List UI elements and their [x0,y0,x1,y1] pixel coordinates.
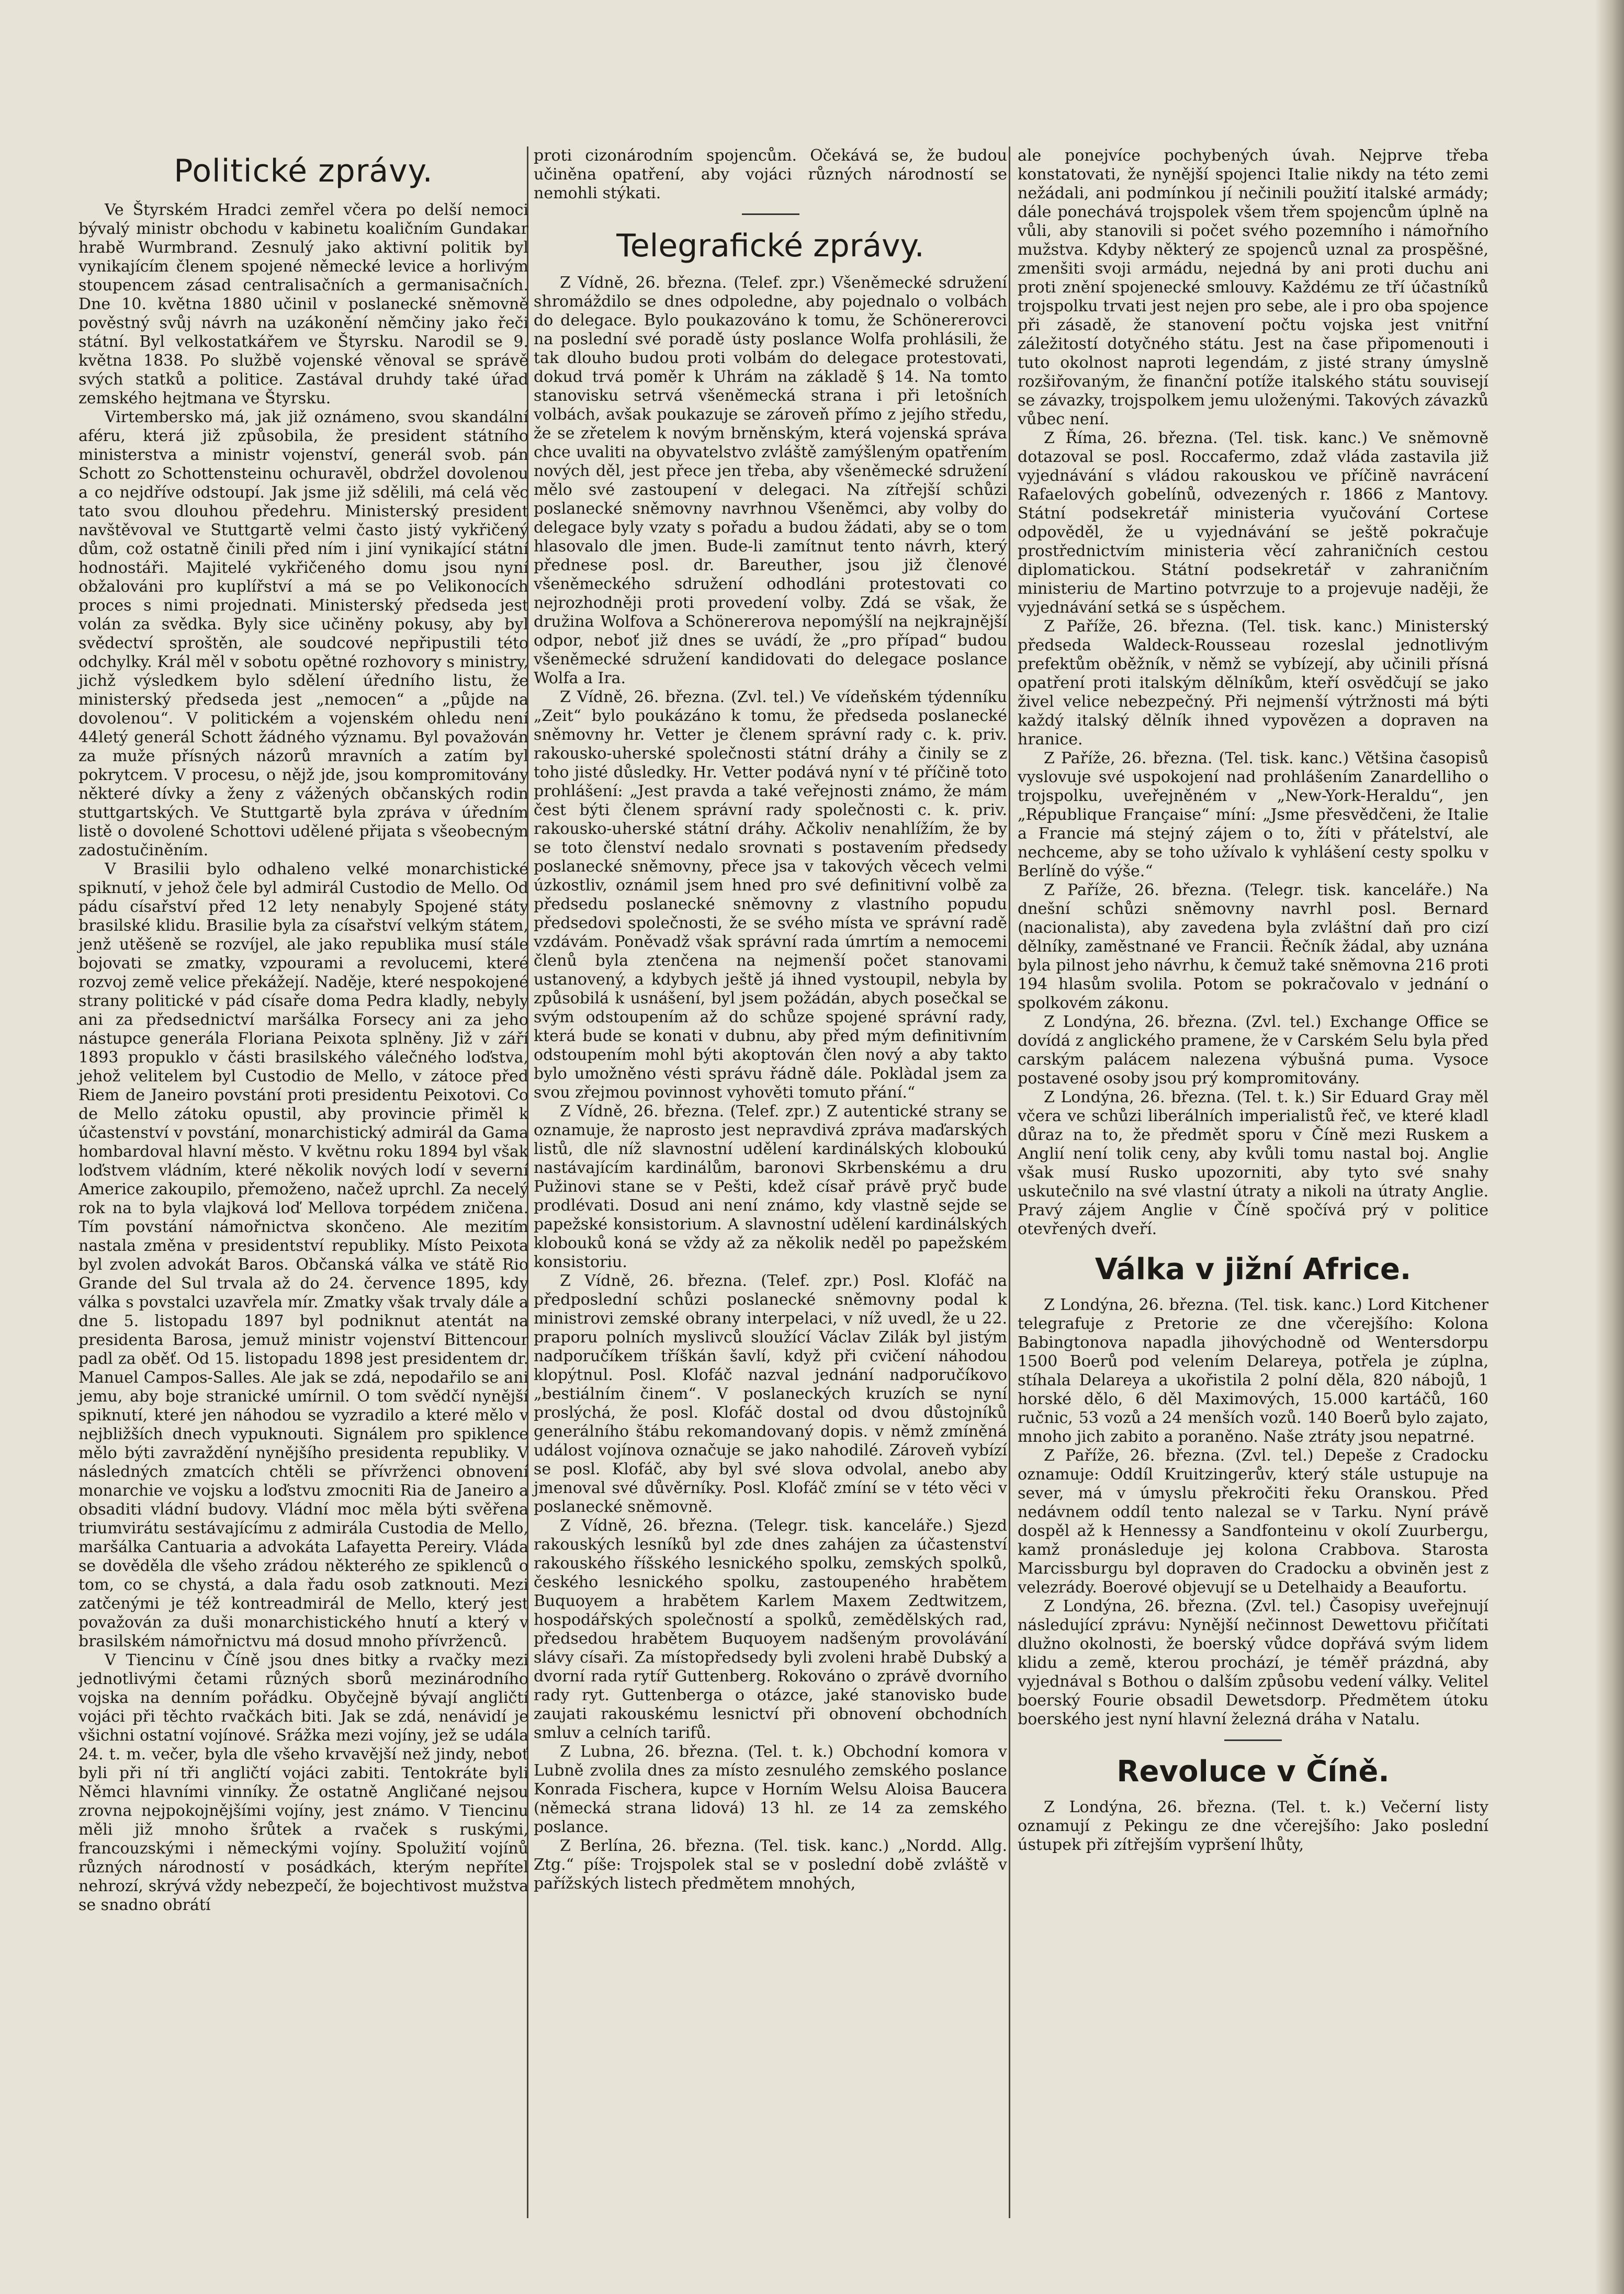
telegram-item: Z Vídně, 26. března. (Telegr. tisk. kanceláře.) Sjezd rakouských lesníků byl zde dnes zahájen za účastenství rakouského říšského lesnického spolku, zemských spolků, českého lesnického spolku, zastoupeného hrabětem Buquoyem a hrabětem Karlem Maxem Zedtwitzem, hospodářských společností a spolků, zemědělských rad, předsedou hrabětem Buquoyem nadšeným provolávání slávy císaři. Za místopředsedy byli zvoleni hrabě Dubský a dvorní rada rytíř Guttenberg. Rokováno o zprávě dvorního rady ryt. Guttenberga o otázce, jaké stanovisko bude zaujati rakouskému lesnictví při obnovení obchodních smluv a celních tarifů. [534,1517,1007,1742]
war-item: Z Londýna, 26. března. (Tel. tisk. kanc.) Lord Kitchener telegrafuje z Pretorie ze dne včerejšího: Kolona Babingtonova napadla jihovýchodně od Wentersdorpu 1500 Boerů pod velením Delareya, potřela je zúplna, stíhala Delareya a ukořistila 2 polní děla, 820 nábojů, 1 horské dělo, 6 děl Maximových, 15.000 kartáčů, 160 ručnic, 53 vozů a 24 menších vozů. 140 Boerů bylo zajato, mnoho jich zabito a poraněno. Naše ztráty jsou nepatrné. [1018,1296,1488,1446]
column-foreign-news [1018,146,1488,1855]
separator-line [742,213,799,215]
article-tientsin: V Tiencinu v Číně jsou dnes bitky a rvačky mezi jednotlivými četami různých sborů mezinárodního vojska na denním pořádku. Obyčejně bývají angličtí vojáci při těchto rvačkách biti. Jak se zdá, nenávidí je všichni ostatní vojínové. Srážka mezi vojíny, jež se udála 24. t. m. večer, byla dle všeho krvavější než jindy, neboť byli při ní tři angličtí vojáci zabiti. Tentokráte byli Němci hlavními vinníky. Že ostatně Angličané nejsou zrovna nejpokojnějšími vojíny, jest známo. V Tiencinu měli již mnoho šrůtek a rvaček s ruskými, francouzskými i německými vojíny. Spolužití vojínů různých národností v posádkách, kterým nepřítel nehrozí, skrývá vždy nebezpečí, že bojechtivost mužstva se snadno obrátí [78,1651,528,1914]
telegram-item: Z Londýna, 26. března. (Tel. t. k.) Sir Eduard Gray měl včera ve schůzi liberálních imperialistů řeč, ve které kladl důraz na to, že předmět sporu v Číně mezi Ruskem a Anglií není tolik ceny, aby kvůli tomu nastal boj. Anglie však musí Rusko upozorniti, aby tyto své snahy uskutečnilo na své vlastní útraty a nikoli na útraty Anglie. Pravý zájem Anglie v Číně spočívá prý v politice otevřených dveří. [1018,1088,1488,1238]
revolt-item: Z Londýna, 26. března. (Tel. t. k.) Večerní listy oznamují z Pekingu ze dne včerejšího: Jako poslední ústupek při zítřejším vypršení lhůty, [1018,1798,1488,1854]
telegram-item: Z Lubna, 26. března. (Tel. t. k.) Obchodní komora v Lubně zvolila dnes za místo zesnulého zemského poslance Konrada Fischera, kupce v Horním Welsu Aloisa Baucera (německá strana lidová) 13 hl. ze 14 za zemského poslance. [534,1743,1007,1836]
telegram-item: Z Vídně, 26. března. (Zvl. tel.) Ve vídeňském týdenníku „Zeit“ bylo poukázáno k tomu, že předseda poslanecké sněmovny hr. Vetter je členem správní rady c. k. priv. rakousko-uherské společnosti státní dráhy a činily se z toho jisté důsledky. Hr. Vetter podává nyní v té příčině toto prohlášení: „Jest pravda a také veřejnosti známo, že mám čest býti členem správní rady společnosti c. k. priv. rakousko-uherské státní dráhy. Ačkoliv nenahlížím, že by se toto členství nedalo srovnati s postavením předsedy poslanecké sněmovny, přece jsa v takových věcech velmi úzkostliv, oznámil jsem hned pro své definitivní volbě za předsedu poslanecké sněmovny z vlastního popudu předsedovi společnosti, že se svého místa ve správní radě vzdávám. Poněvadž však správní rada úmrtím a nemocemi členů byla ztenčena na nejmenší počet stanovami ustanovený, a kdybych ještě já ihned vystoupil, nebyla by způsobilá k usnášení, byl jsem požádán, abych posečkal se svým odstoupením až do schůze spojené správní rady, která bude se konati v dubnu, aby před mým definitivním odstoupením mohl býti akoptován člen nový a aby takto bylo umožněno vésti správu řádně dále. Poklàdal jsem za svou zřejmou povinnost vyhověti tomuto přání.“ [534,688,1007,1102]
telegram-item: Z Paříže, 26. března. (Tel. tisk. kanc.) Ministerský předseda Waldeck-Rousseau rozeslal jednotlivým prefektům oběžník, v němž se vybízejí, aby učinili přísná opatření proti italským dělníkům, kteří osvědčují se jako živel velice nebezpečný. Při nejmenší výtržnosti má býti každý italský dělník ihned vypovězen a dopraven na hranice. [1018,617,1488,749]
section-heading-political-news: Politické zprávy. [174,153,433,189]
telegram-item: Z Říma, 26. března. (Tel. tisk. kanc.) Ve sněmovně dotazoval se posl. Roccafermo, zdaž vláda zastavila již vyjednávání s vládou rakouskou ve příčině navrácení Rafaelových gobelínů, odvezených r. 1866 z Mantovy. Státní podsekretář ministeria vyučování Cortese odpověděl, že u vyjednávání se ještě pokračuje prostřednictvím ministeria věcí zahraničních cestou diplomatickou. Státní podsekretář v zahraničním ministeriu de Martino potvrzuje to a projevuje naději, že vyjednávání setká se s úspěchem. [1018,429,1488,617]
section-heading-telegraph-news: Telegrafické zprávy. [616,228,924,264]
telegram-item: Z Vídně, 26. března. (Telef. zpr.) Z autentické strany se oznamuje, že naprosto jest nepravdivá zpráva maďarských listů, dle níž slavnostní udělení kardinálských kloboukú nastávajícím kardinálům, baronovi Skrbenskému a dru Pužinovi stane se v Pešti, kdež císař právě pryč bude prodlévati. Dosud ani není známo, kdy vlastně sejde se papežské konsistorium. A slavnostní udělení kardinálských klobouků koná se vždy až za několik neděl po papežském konsistoriu. [534,1102,1007,1271]
war-item: Z Londýna, 26. března. (Zvl. tel.) Časopisy uveřejnují následující zprávu: Nynější nečinnost Dewettovu přičítati dlužno okolnosti, že boerský vůdce dopřává svým lidem klidu a země, kterou prochází, je téměř prázdná, aby vyjednával s Bothou o dalším způsobu vedení války. Velitel boerský Fourie obsadil Dewetsdorp. Předmětem útoku boerského jest nyní hlavní železná dráha v Natalu. [1018,1597,1488,1728]
column-rule-right [1009,146,1010,2218]
page-edge-shadow [1595,0,1624,2294]
telegram-item: Z Paříže, 26. března. (Telegr. tisk. kanceláře.) Na dnešní schůzi sněmovny navrhl posl. Bernard (nacionalista), aby zavedena byla zvláštní daň pro cizí dělníky, zaměstnané ve Francii. Řečník žádal, aby uznána byla pilnost jeho návrhu, k čemuž také sněmovna 216 proti 194 hlasům svolila. Potom se pokračovalo v jednání o spolkovém zákonu. [1018,881,1488,1012]
telegram-item: Z Berlína, 26. března. (Tel. tisk. kanc.) „Nordd. Allg. Ztg.“ píše: Trojspolek stal se v poslední době zvláště v pařížských listech předmětem mnohých, [534,1837,1007,1893]
telegram-item: Z Vídně, 26. března. (Telef. zpr.) Všeněmecké sdružení shromáždilo se dnes odpoledne, aby pojednalo o volbách do delegace. Bylo poukazováno k tomu, že Schönererovci na poslední své poradě ústy poslance Wolfa prohlásili, že tak dlouho budou proti volbám do delegace protestovati, dokud trvá poměr k Uhrám na základě § 14. Na tomto stanovisku setrvá všeněmecká strana i při letošních volbách, avšak poukazuje se zároveň přímo z jejího středu, že se zřetelem k novým brněnským, která vojenská správa chce uvaliti na obyvatelstvo zvláště zamýšleným opatřením nových děl, jest přece jen třeba, aby všeněmecké sdružení mělo své zastoupení v delegaci. Na zítřejší schůzi poslanecké sněmovny navrhnou Všeněmci, aby volby do delegace byly vzaty s pořadu a budou žádati, aby se o tom hlasovalo dle jmen. Bude-li zamítnut tento návrh, který přednese posl. dr. Bareuther, jsou již členové všeněmeckého sdružení odhodláni protestovati co nejrozhodněji proti provedení volby. Zdá se však, že družina Wolfova a Schönererova nepomýšlí na nejkrajnější odpor, neboť již dnes se uvádí, že „pro případ“ budou všeněmecké sdružení kandidovati do delegace poslance Wolfa a Ira. [534,274,1007,687]
telegram-item: Z Vídně, 26. března. (Telef. zpr.) Posl. Klofáč na předposlední schůzi poslanecké sněmovny podal k ministrovi zemské obrany interpelaci, v níž uvedl, že u 22. praporu polních myslivců sloužící Václav Zilák byl jistým nadporučíkem tříškán šavlí, když při cvičení náhodou klopýtnul. Posl. Klofáč nazval jednání nadporučíkovo „bestiálním činem“. V poslaneckých kruzích se nyní proslýchá, že posl. Klofáč dostal od dvou důstojníků generálního štábu rekomandovaný dopis. v němž zmíněná událost vojínova označuje se jako nahodilé. Zároveň vybízí se posl. Klofáč, aby byl své slova odvolal, anebo aby jmenoval své důvěrníky. Posl. Klofáč zmíní se v této věci v poslanecké sněmovně. [534,1272,1007,1516]
telegram-item: Z Londýna, 26. března. (Zvl. tel.) Exchange Office se dovídá z anglického pramene, že v Carském Selu byla před carským palácem nalezena výbušná puma. Vysoce postavené osoby jsou prý kompromitovány. [1018,1013,1488,1088]
article-wurttemberg: Virtembersko má, jak již oznámeno, svou skandální aféru, která již způsobila, že president státního ministerstva a ministr vojenství, generál svob. pán Schott zo Schottensteinu ochuravěl, obdržel dovolenou a co nejdříve odstoupí. Jak jsme již sdělili, má celá věc tato svou dlouhou předehru. Ministerský president navštěvoval ve Stuttgartě velmi často jistý vykřičený dům, což ostatně činili před ním i jiní vynikající státní hodnostáři. Majitelé vykřičeného domu jsou nyní obžalováni pro kuplířství a má se po Velikonocích proces s nimi projednati. Ministerský předseda jest volán za svědka. Byly sice učiněny pokusy, aby byl svědectví sproštěn, ale soudcové nepřipustili této odchylky. Král měl v sobotu opětné rozhovory s ministry, jichž výsledkem bylo sdělení úředního listu, že ministerský předseda jest „nemocen“ a „půjde na dovolenou“. V politickém a vojenském ohledu není 44letý generál Schott žádného významu. Byl považován za muže přísných názorů mravních a zatím byl pokrytcem. V procesu, o nějž jde, jsou kompromitovány některé dívky a ženy z vážených občanských rodin stuttgartských. Ve Stuttgartě byla zpráva v úředním listě o dovolené Schottovi udělené přijata s všeobecným zadostučiněním. [78,408,528,860]
section-heading-china-revolt: Revoluce v Číně. [1116,1755,1390,1789]
war-item: Z Paříže, 26. března. (Zvl. tel.) Depeše z Cradocku oznamuje: Oddíl Kruitzingerův, který stále ustupuje na sever, má v úmyslu překročiti řeku Oranskou. Před nedávnem oddíl tento nalezal se v Tarku. Nyní právě dospěl až k Hennessy a Sandfonteinu v okolí Zuurbergu, kamž pronásleduje jej kolona Crabbova. Starosta Marcissburgu byl dopraven do Cradocku a obviněn jest z velezrády. Boerové objevují se u Detelhaidy a Beaufortu. [1018,1447,1488,1597]
continued-paragraph: proti cizonárodním spojencům. Očekává se, že budou učiněna opatření, aby vojáci různých národností se nemohli stýkati. [534,146,1007,202]
separator-line [1224,1739,1282,1741]
column-telegraph-news [534,146,1007,1893]
section-heading-south-africa-war: Válka v jižní Africe. [1095,1252,1412,1286]
column-political-news [78,146,528,1915]
continued-paragraph: ale ponejvíce pochybených úvah. Nejprve třeba konstatovati, že nynější spojenci Italie nikdy na této zemi nežádali, ani podmínkou jí nečinili použití italské armády; dále ponechává trojspolek všem třem spojencům úplně na vůli, aby stanovili si počet svého pozemního i námořního mužstva. Kdyby některý ze spojenců uznal za prospěšné, zmenšiti svoji armádu, nejedná by ani proti duchu ani proti znění spojenecké smlouvy. Každému ze tří účastníků trojspolku trvati jest nejen pro sebe, ale i pro oba spojence při zásadě, že stanovení počtu vojska jest vnitřní záležitostí dotyčného státu. Jest na čase připomenouti i tuto okolnost naproti legendám, z jisté strany úmyslně rozšiřovaným, že finanční potíže italského státu souvisejí se závazky, trojspolkem jemu uloženými. Takových závazků vůbec není. [1018,146,1488,428]
article-brazil: V Brasilii bylo odhaleno velké monarchistické spiknutí, v jehož čele byl admirál Custodio de Mello. Od pádu císařství před 12 lety nenabyly Spojené státy brasilské klidu. Brasilie byla za císařství velkým státem, jenž utěšeně se rozvíjel, ale jako republika musí stále bojovati se zmatky, vzpourami a revolucemi, které rozvoj země velice překážejí. Naděje, které nespokojené strany politické v pád císaře doma Pedra kladly, nebyly ani za předsednictví maršálka Forsecy ani za jeho nástupce generála Floriana Peixota splněny. Již v září 1893 propuklo v části brasilského válečného loďstva, jehož velitelem byl Custodio de Mello, v zátoce před Riem de Janeiro povstání proti presidentu Peixotovi. Co de Mello zátoku opustil, aby provincie přiměl k účastenství v povstání, monarchistický admirál da Gama hombardoval hlavní město. V květnu roku 1894 byl však loďstvem vládním, které několik nových lodí v severní Americe zakoupilo, přemoženo, načež uprchl. Za necelý rok na to byla vlajková loď Mellova torpédem zničena. Tím povstání námořnictva skončeno. Ale mezitím nastala změna v presidentství republiky. Místo Peixota byl zvolen advokát Baros. Občanská válka ve státě Rio Grande del Sul trvala až do 24. července 1895, kdy válka s povstalci uzavřela mír. Zmatky však trvaly dále a dne 5. listopadu 1897 byl podniknut atentát na presidenta Barosa, jemuž ministr vojenství Bittencour padl za oběť. Od 15. listopadu 1898 jest presidentem dr. Manuel Campos-Salles. Ale jak se zdá, nepodařilo se ani jemu, aby boje stranické umírnil. O tom svědčí nynější spiknutí, které jen náhodou se vyzradilo a které mělo v nejbližších dnech vypuknouti. Signálem pro spiklence mělo býti zavraždění nynějšího presidenta republiky. V následných zmatcích chtěli se přívrženci obnovení monarchie ve vojsku a loďstvu zmocniti Ria de Janeiro a obsaditi vládní budovy. Vládní moc měla býti svěřena triumvirátu sestávajícímu z admirála Custodia de Mello, maršálka Cantuaria a advokáta Lafayetta Pereiry. Vláda se dověděla dle všeho zrádou některého ze spiklenců o tom, co se chystá, a dala řadu osob zatknouti. Mezi zatčenými je též kontreadmirál de Mello, který jest považován za duši monarchistického hnutí a který v brasilském námořnictvu má dosud mnoho přívrženců. [78,860,528,1651]
article-wurmbrand: Ve Štyrském Hradci zemřel včera po delší nemoci bývalý ministr obchodu v kabinetu koaličním Gundakar hrabě Wurmbrand. Zesnulý jako aktivní politik byl vynikajícím členem spojené německé levice a horlivým stoupencem zásad centralisačních a germanisačních. Dne 10. května 1880 učinil v poslanecké sněmovně pověstný svůj návrh na uzákonění němčiny jako řeči státní. Byl velkostatkářem ve Štyrsku. Narodil se 9. května 1838. Po službě vojenské věnoval se správě svých statků a politice. Zastával druhdy také úřad zemského hejtmana ve Štyrsku. [78,201,528,408]
telegram-item: Z Paříže, 26. března. (Tel. tisk. kanc.) Většina časopisů vyslovuje své uspokojení nad prohlášením Zanardelliho o trojspolku, uveřejněném v „New-York-Heraldu“, jen „République Française“ míní: „Jsme přesvědčeni, že Italie a Francie má stejný zájem o to, žíti v přátelství, ale nechceme, aby se toho užívalo k vyhlášení cesty spolku v Berlíně do výše.“ [1018,749,1488,880]
